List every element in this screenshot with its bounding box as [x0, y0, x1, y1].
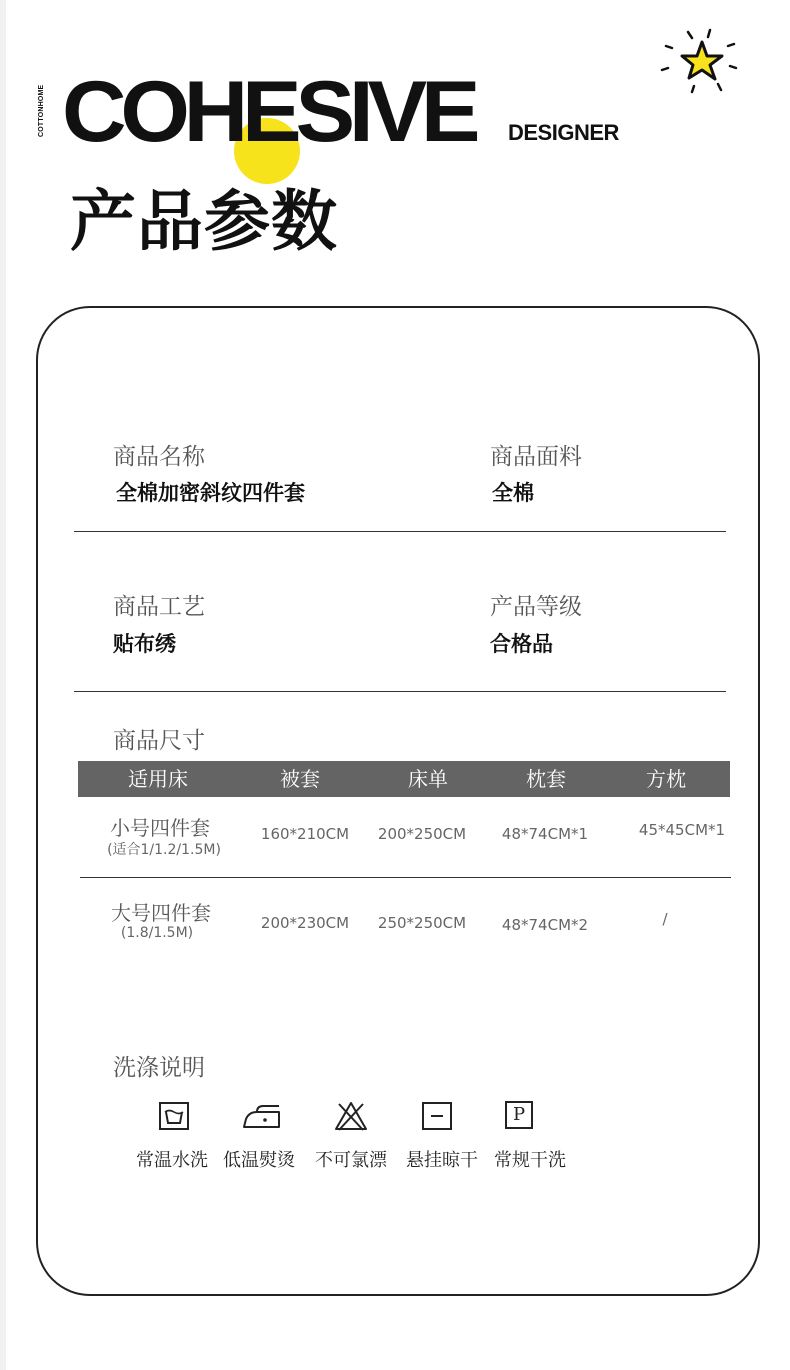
row-subtitle: (1.8/1.5M): [120, 925, 194, 941]
washing-section-label: 洗涤说明: [113, 1055, 205, 1081]
divider: [74, 691, 726, 692]
product-name-label: 商品名称: [113, 444, 205, 470]
column-header-bed: 适用床: [128, 767, 188, 791]
product-name-value: 全棉加密斜纹四件套: [116, 481, 305, 505]
pillowcase-size: 48*74CM*2: [501, 916, 589, 934]
designer-text: DESIGNER: [508, 120, 619, 145]
no-bleach-icon: [333, 1100, 369, 1132]
left-edge-strip: [0, 0, 6, 1370]
divider: [74, 531, 726, 532]
hang-dry-label: 悬挂晾干: [406, 1150, 478, 1171]
row-name: 大号四件套: [111, 901, 211, 925]
craft-value: 贴布绣: [113, 632, 176, 656]
iron-icon: [241, 1100, 283, 1132]
page-title: 产品参数: [70, 183, 338, 260]
divider: [80, 877, 731, 878]
craft-label: 商品工艺: [113, 594, 205, 620]
wash-basin-icon: [157, 1100, 191, 1132]
column-header-sheet: 床单: [408, 767, 448, 791]
square-pillow-size: /: [662, 910, 668, 928]
square-pillow-size: 45*45CM*1: [638, 821, 726, 839]
duvet-size: 160*210CM: [260, 825, 350, 843]
grade-value: 合格品: [490, 632, 553, 656]
dry-clean-letter: P: [512, 1104, 526, 1125]
no-bleach-label: 不可氯漂: [315, 1150, 387, 1171]
brand-small-text: COTTONHOME: [38, 84, 45, 138]
size-section-label: 商品尺寸: [113, 728, 205, 754]
sheet-size: 200*250CM: [377, 825, 467, 843]
fabric-value: 全棉: [492, 481, 534, 505]
wash-label: 常温水洗: [136, 1150, 208, 1171]
size-table-header: [78, 761, 730, 797]
column-header-duvet: 被套: [280, 767, 320, 791]
row-name: 小号四件套: [110, 816, 210, 840]
fabric-label: 商品面料: [490, 444, 582, 470]
dry-clean-icon: [505, 1101, 533, 1129]
column-header-square-pillow: 方枕: [646, 767, 686, 791]
grade-label: 产品等级: [490, 594, 582, 620]
star-icon: [658, 26, 742, 98]
brand-wordmark: COHESIVE: [62, 64, 475, 160]
row-subtitle: (适合1/1.2/1.5M): [107, 842, 221, 858]
hang-dry-icon: [420, 1100, 454, 1132]
duvet-size: 200*230CM: [260, 914, 350, 932]
iron-label: 低温熨烫: [223, 1150, 295, 1171]
column-header-pillowcase: 枕套: [526, 767, 566, 791]
dry-clean-label: 常规干洗: [494, 1150, 566, 1171]
sheet-size: 250*250CM: [377, 914, 467, 932]
pillowcase-size: 48*74CM*1: [501, 825, 589, 843]
